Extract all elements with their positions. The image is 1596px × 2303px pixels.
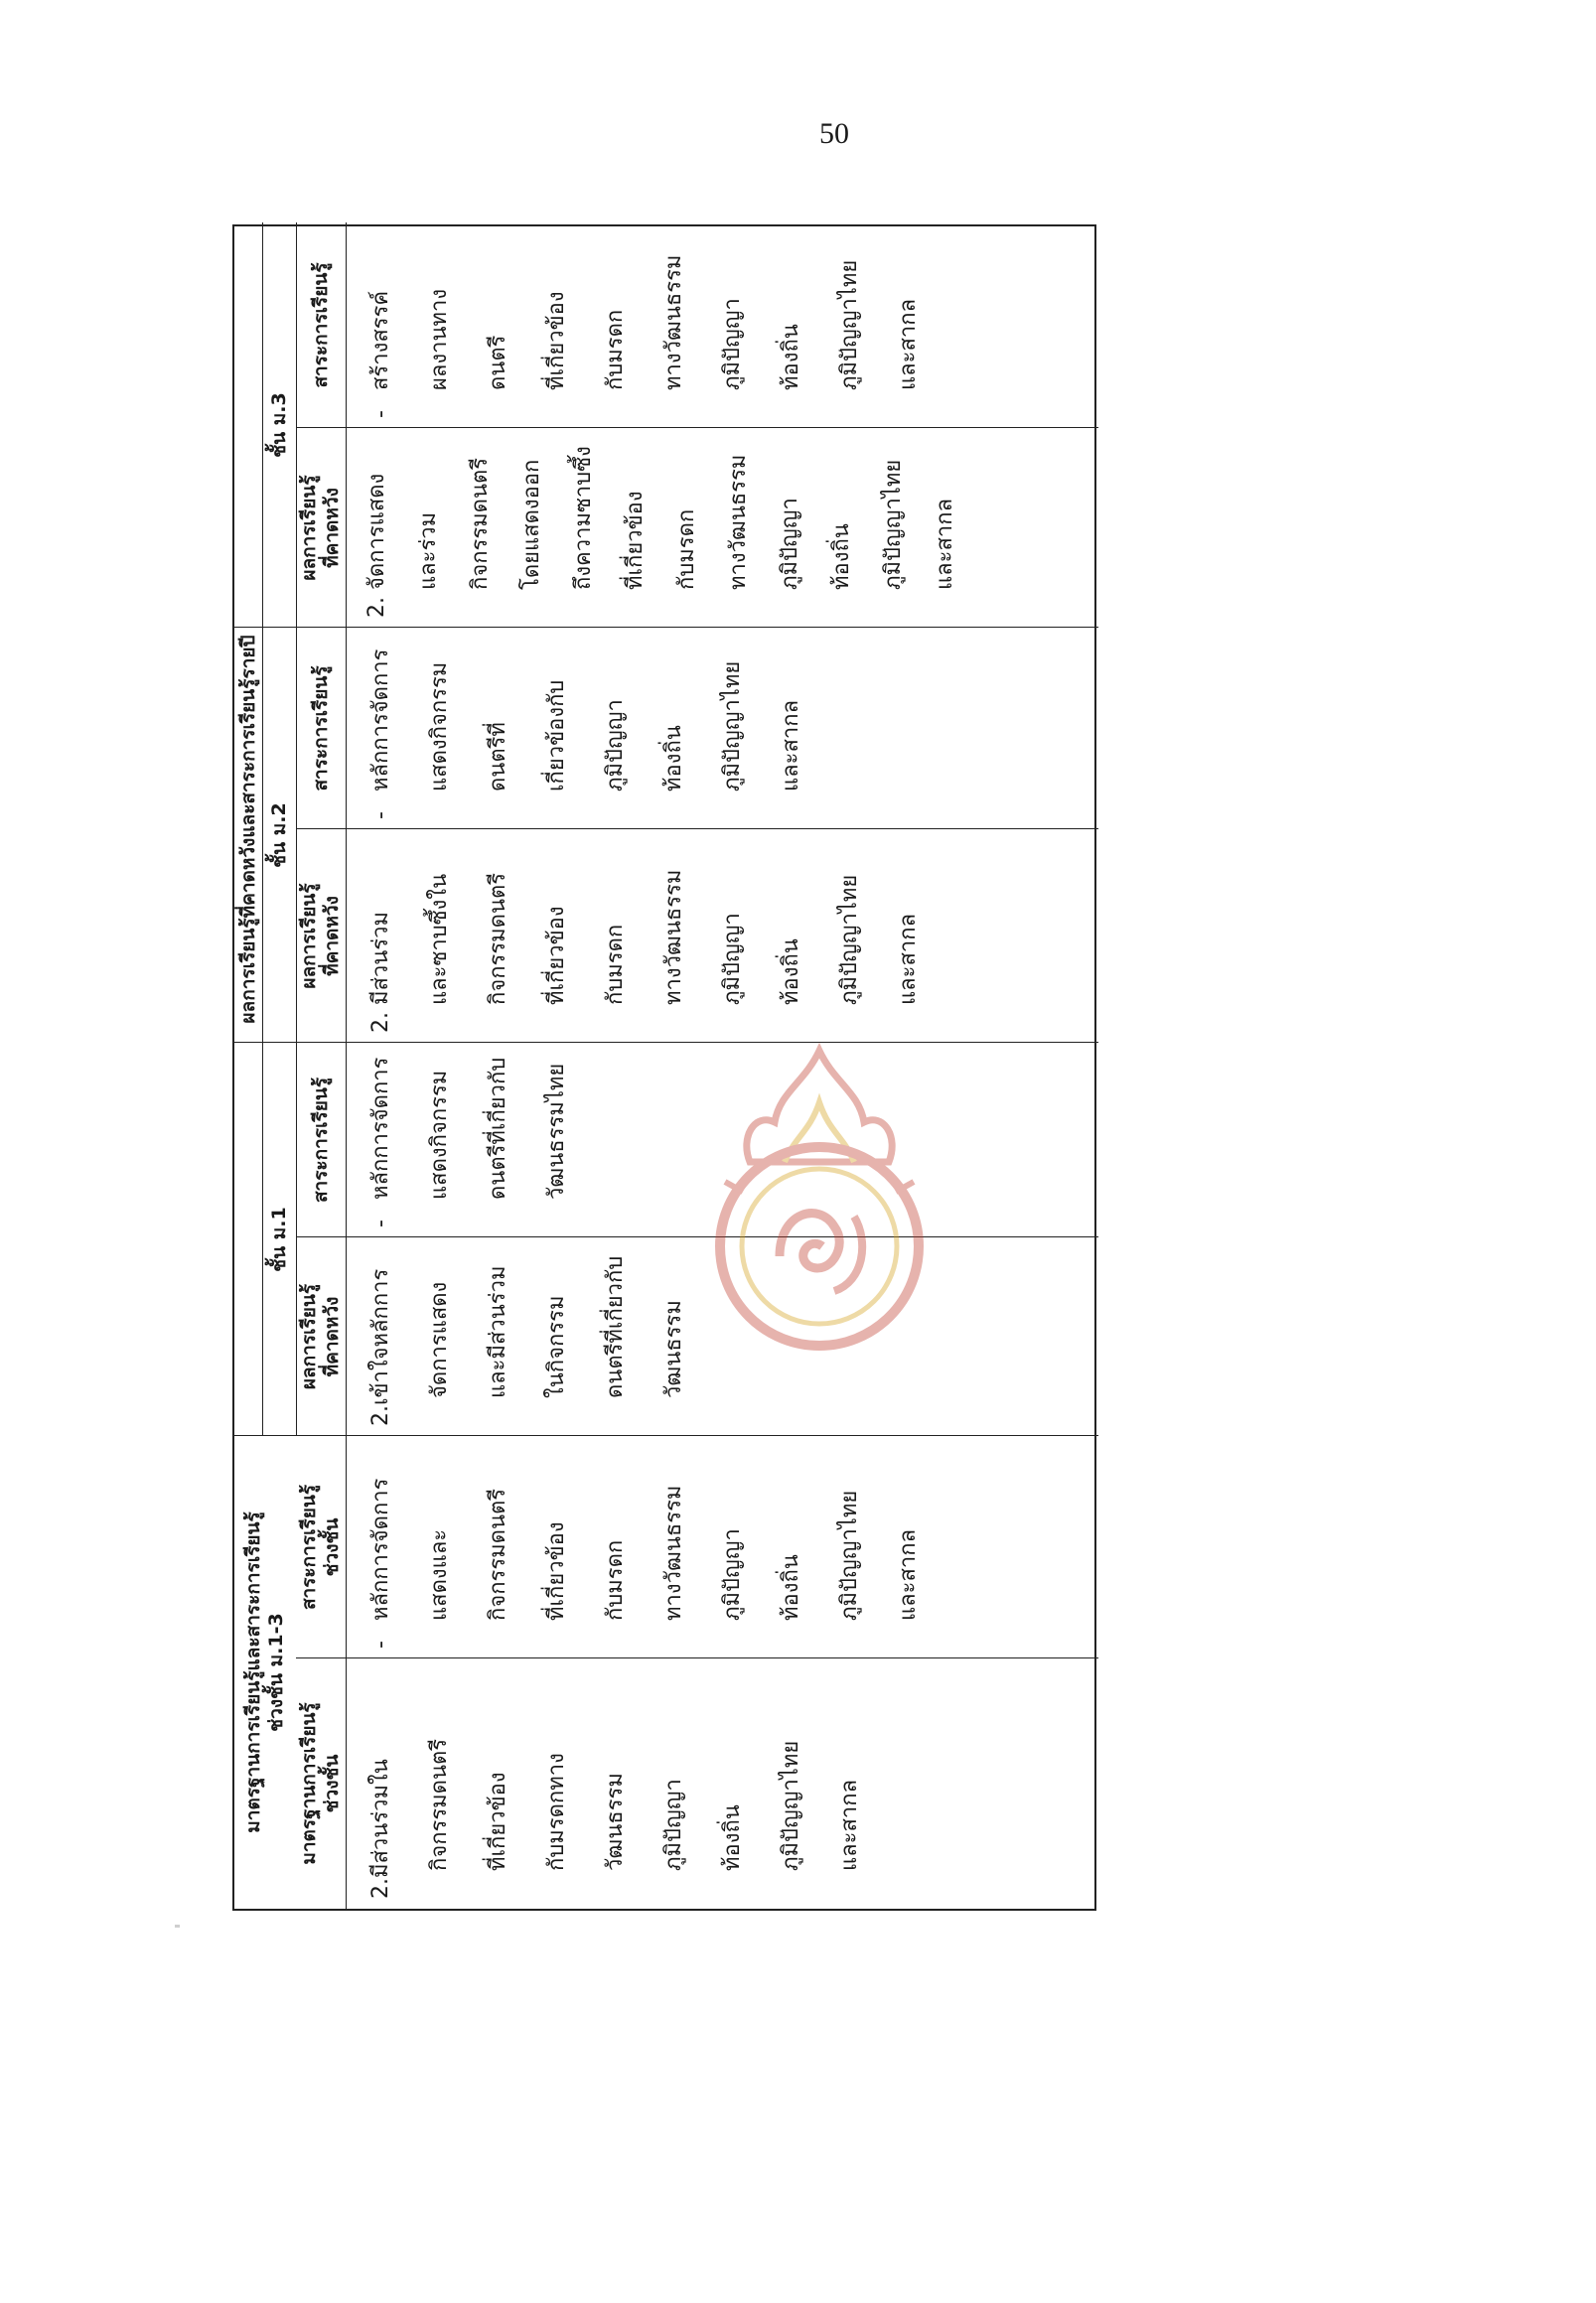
curriculum-table	[232, 224, 1096, 1911]
content-range-cell: -หลักการจัดการ แสดงและ กิจกรรมดนตรี ที่เกี่ยวข้อง กับมรดก ทางวัฒนธรรม ภูมิปัญญา ท้องถิ่น ภูมิปัญญาไทย และสากล	[368, 1478, 921, 1649]
grade-m3: ชั้น ม.3	[267, 392, 290, 458]
standard-cell: 2.มีส่วนร่วมใน กิจกรรมดนตรี ที่เกี่ยวข้อง กับมรดกทาง วัฒนธรรม ภูมิปัญญา ท้องถิ่น ภูมิปัญญาไทย และสากล	[368, 1738, 862, 1899]
header-m1-outcome: ผลการเรียนรู้ ที่คาดหวัง	[298, 1283, 343, 1390]
m3-content-cell: -สร้างสรรค์ ผลงานทาง ดนตรี ที่เกี่ยวข้อง กับมรดก ทางวัฒนธรรม ภูมิปัญญา ท้องถิ่น ภูมิปัญญาไทย และสากล	[368, 254, 921, 418]
group-left-title-line1: มาตรฐานการเรียนรู้และสาระการเรียนรู้	[242, 1511, 265, 1833]
header-m1-content: สาระการเรียนรู้	[309, 1077, 332, 1204]
group-left-title-line2: ช่วงชั้น ม.1-3	[265, 1613, 287, 1732]
grade-m2: ชั้น ม.2	[267, 802, 290, 868]
m3-outcome-cell: 2. จัดการแสดง และร่วม กิจกรรมดนตรี โดยแสดงออก ถึงความซาบซึ้ง ที่เกี่ยวข้อง กับมรดก ทางวัฒนธรรม ภูมิปัญญา ท้องถิ่น ภูมิปัญญาไทย และสากล	[364, 446, 957, 618]
scan-speck	[175, 1925, 180, 1928]
m2-content-cell: -หลักการจัดการ แสดงกิจกรรม ดนตรีที่ เกี่ยวข้องกับ ภูมิปัญญา ท้องถิ่น ภูมิปัญญาไทย และสากล	[368, 648, 803, 819]
group-right-title: ผลการเรียนรู้ที่คาดหวังและสาระการเรียนรู้รายปี	[236, 635, 259, 1024]
page-number: 50	[819, 117, 849, 150]
m2-outcome-cell: 2. มีส่วนร่วม และซาบซึ้งใน กิจกรรมดนตรี ที่เกี่ยวข้อง กับมรดก ทางวัฒนธรรม ภูมิปัญญา ท้องถิ่น ภูมิปัญญาไทย และสากล	[368, 869, 921, 1033]
header-m3-outcome: ผลการเรียนรู้ ที่คาดหวัง	[298, 475, 343, 581]
header-standard: มาตรฐานการเรียนรู้ ช่วงชั้น	[298, 1702, 343, 1865]
grade-m1: ชั้น ม.1	[267, 1207, 290, 1272]
m1-content-cell: -หลักการจัดการ แสดงกิจกรรม ดนตรีที่เกี่ยวกับ วัฒนธรรมไทย	[368, 1057, 569, 1227]
m1-outcome-cell: 2.เข้าใจหลักการ จัดการแสดง และมีส่วนร่วม ในกิจกรรม ดนตรีที่เกี่ยวกับ วัฒนธรรม	[368, 1255, 686, 1426]
header-m2-outcome: ผลการเรียนรู้ ที่คาดหวัง	[298, 883, 343, 989]
watermark-seal-icon	[685, 1043, 953, 1351]
group-left-title	[234, 1436, 296, 1909]
table-frame	[232, 224, 1096, 1911]
header-m2-content: สาระการเรียนรู้	[309, 665, 332, 792]
header-content-range: สาระการเรียนรู้ ช่วงชั้น	[298, 1484, 343, 1611]
header-m3-content: สาระการเรียนรู้	[309, 262, 332, 388]
